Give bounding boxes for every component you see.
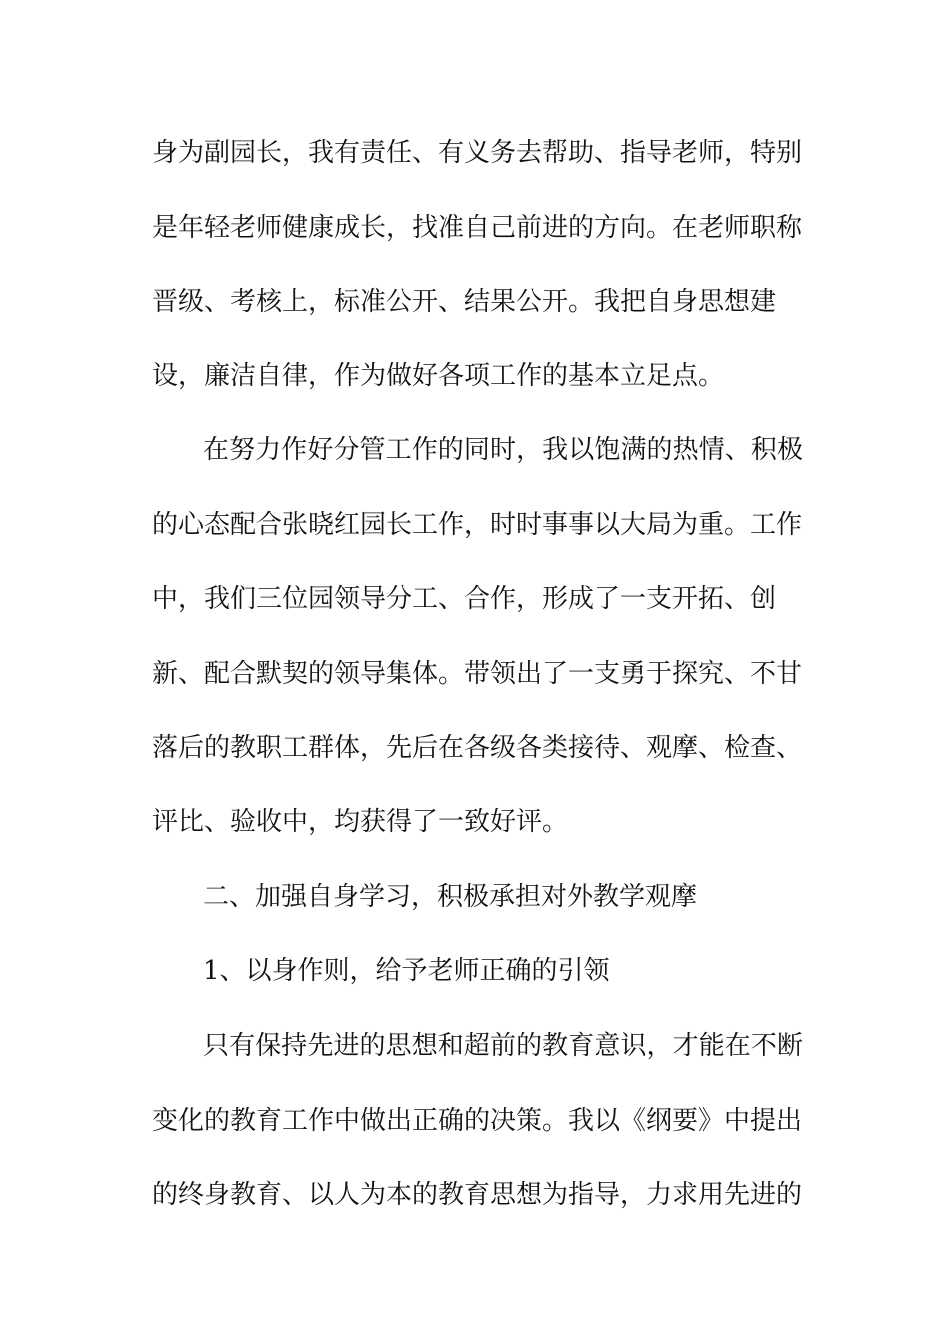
text-line-6: 的心态配合张晓红园长工作，时时事事以大局为重。工作 [152,510,803,540]
text-line-5: 在努力作好分管工作的同时，我以饱满的热情、积极 [203,435,803,465]
section-heading: 二、加强自身学习，积极承担对外教学观摩 [203,882,698,912]
text-line-1: 身为副园长，我有责任、有义务去帮助、指导老师，特别 [152,138,803,168]
text-line-13: 只有保持先进的思想和超前的教育意识，才能在不断 [203,1031,803,1061]
text-line-9: 落后的教职工群体，先后在各级各类接待、观摩、检查、 [152,733,803,763]
text-line-8: 新、配合默契的领导集体。带领出了一支勇于探究、不甘 [152,659,803,689]
subsection-heading: 1、以身作则，给予老师正确的引领 [203,956,610,986]
text-line-14: 变化的教育工作中做出正确的决策。我以《纲要》中提出 [152,1106,803,1136]
text-line-2: 是年轻老师健康成长，找准自己前进的方向。在老师职称 [152,213,803,243]
text-line-3: 晋级、考核上，标准公开、结果公开。我把自身思想建 [152,287,777,317]
text-line-10: 评比、验收中，均获得了一致好评。 [152,807,569,837]
text-line-7: 中，我们三位园领导分工、合作，形成了一支开拓、创 [152,584,777,614]
text-line-15: 的终身教育、以人为本的教育思想为指导，力求用先进的 [152,1180,803,1210]
text-line-4: 设，廉洁自律，作为做好各项工作的基本立足点。 [152,361,725,391]
